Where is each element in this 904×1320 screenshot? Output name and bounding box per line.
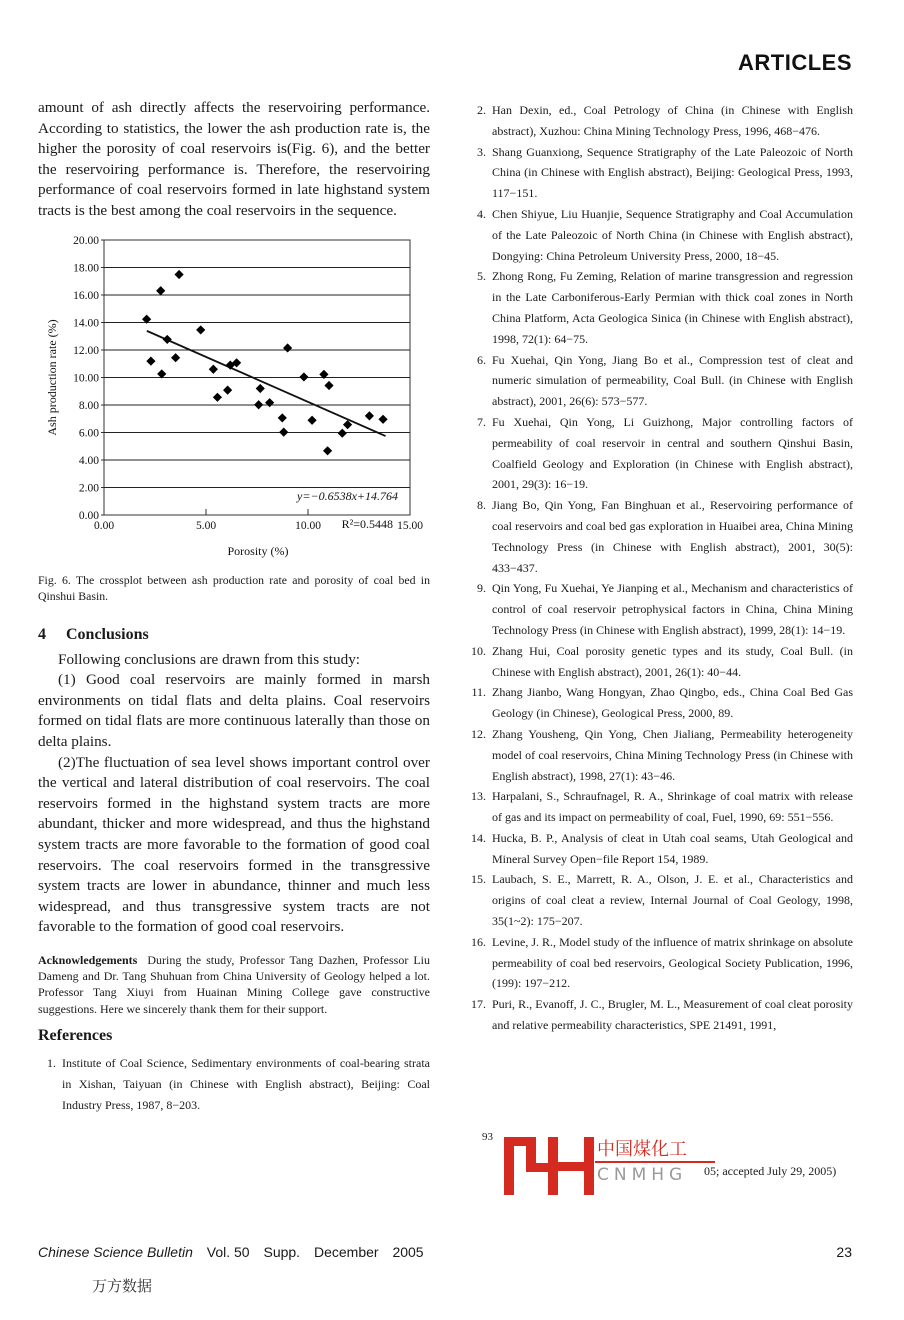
y-tick-label: 4.00 <box>78 454 99 467</box>
reference-item <box>468 495 853 578</box>
reference-text: Shang Guanxiong, Sequence Stratigraphy of the Late Paleozoic of North China (in Chinese with English abstract), Beijing: Geological Press, 1993, 117−151. <box>492 144 853 201</box>
data-point <box>256 383 265 392</box>
journal-supp: Supp. <box>263 1244 301 1260</box>
page-number: 23 <box>836 1244 852 1260</box>
data-point <box>307 415 316 424</box>
cnmhg-logo-icon <box>504 1137 596 1195</box>
scatter-plot <box>38 232 430 562</box>
acknowledgements <box>38 952 430 1017</box>
x-tick-label: 15.00 <box>397 519 423 532</box>
reference-text: Laubach, S. E., Marrett, R. A., Olson, J. E. et al., Characteristics and origins of coal cleat a review, Internal Journal of Coal Geology, 1998, 35(1~2): 175−207. <box>492 872 853 929</box>
reference-number: 3. <box>477 144 486 159</box>
conclusion-paragraph: (1) Good coal reservoirs are mainly formed in marsh environments on tidal flats and delta plains. Coal reservoirs formed on tidal flats are more continuous laterally than those on delta plains. <box>38 671 430 750</box>
reference-text: Harpalani, S., Schraufnagel, R. A., Shrinkage of coal matrix with release of gas and its impact on permeability of coal, Fuel, 1990, 69: 551−556. <box>492 789 853 825</box>
data-point <box>174 269 183 278</box>
reference-number: 10. <box>471 643 486 658</box>
journal-month: December <box>313 1244 379 1260</box>
conclusion-paragraph: Following conclusions are drawn from this study: <box>58 650 361 668</box>
reference-text: Han Dexin, ed., Coal Petrology of China (in Chinese with English abstract), Xuzhou: China Mining Technology Press, 1996, 468−476. <box>492 103 853 138</box>
x-tick-label: 10.00 <box>295 519 321 532</box>
reference-item <box>468 932 853 994</box>
reference-number: 17. <box>471 997 486 1012</box>
reference-text: Zhang Yousheng, Qin Yong, Chen Jialiang, Permeability heterogeneity model of coal reservoirs, China Mining Technology Press (in Chinese with English abstract), 1998, 27(1): 43−46. <box>492 726 853 783</box>
reference-number: 13. <box>471 789 486 804</box>
journal-year: 2005 <box>392 1244 424 1260</box>
figure-caption: Fig. 6. The crossplot between ash production rate and porosity of coal bed in Qinshui Basin. <box>38 572 430 603</box>
y-axis-label: Ash production rate (%) <box>45 318 59 436</box>
data-point <box>278 413 287 422</box>
reference-text: Fu Xuehai, Qin Yong, Jiang Bo et al., Compression test of cleat and numeric simulation of permeability, Coal Bull. (in Chinese with English abstract), 2001, 26(6): 573−577. <box>492 352 853 409</box>
section-number: 4 <box>38 625 46 643</box>
reference-item <box>468 266 853 349</box>
data-point <box>299 372 308 381</box>
data-point <box>378 414 387 423</box>
right-column <box>468 100 853 1036</box>
reference-item <box>468 142 853 204</box>
trend-line <box>147 330 386 435</box>
reference-text: Jiang Bo, Qin Yong, Fan Binghuan et al., Reservoiring performance of coal reservoirs and coal bed gas exploration in Huaibei area, China Mining Technology Press (in Chinese with English abstract), 2001, 30(5): 433−437. <box>492 498 853 575</box>
watermark-logo <box>482 1127 862 1197</box>
acknowledgements-label: Acknowledgements <box>38 952 138 967</box>
figure-6-chart <box>38 232 430 562</box>
reference-text: Levine, J. R., Model study of the influence of matrix shrinkage on absolute permeability of coal bed reservoirs, Geological Society Publication, 1996, (199): 197−212. <box>492 934 853 991</box>
left-column <box>38 98 430 1115</box>
data-point <box>338 428 347 437</box>
reference-text: Zhang Jianbo, Wang Hongyan, Zhao Qingbo, eds., China Coal Bed Gas Geology (in Chinese), Geological Press, 2000, 89. <box>492 685 853 721</box>
reference-item <box>468 578 853 640</box>
reference-number: 12. <box>471 726 486 741</box>
reference-text: Fu Xuehai, Qin Yong, Li Guizhong, Major controlling factors of permeability of coal reservoir in central and southern Qinshui Basin, Coalfield Geology and Exploration (in Chinese with English abstract), 2001, 29(3): 16−19. <box>492 414 853 492</box>
logo-chinese-text: 中国煤化工 <box>597 1139 687 1160</box>
data-point <box>163 334 172 343</box>
data-point <box>196 325 205 334</box>
x-tick-label: 5.00 <box>195 519 217 532</box>
reference-item <box>468 204 853 266</box>
data-point <box>171 353 180 362</box>
conclusion-paragraph: (2)The fluctuation of sea level shows important control over the vertical and lateral distribution of coal reservoirs. The coal reservoirs formed in the highstand system tracts are more abundant, thicker and more widespread, and thus the highstand system tracts are more favorable to the formation of good coal reservoirs. The coal reservoirs formed in the transgressive system tracts are lower in abundance, thinner and much less widespread, and thus transgressive system tracts are not favorable to the formation of good coal reservoirs. <box>38 753 430 936</box>
y-tick-label: 6.00 <box>78 427 99 440</box>
reference-number: 6. <box>477 352 486 367</box>
reference-item <box>468 869 853 931</box>
data-point <box>223 385 232 394</box>
data-point <box>146 356 155 365</box>
regression-equation: y=−0.6538x+14.764 <box>297 488 398 503</box>
journal-info <box>38 1244 424 1260</box>
reference-text: Zhang Hui, Coal porosity genetic types and its study, Coal Bull. (in Chinese with English abstract), 2001, 26(1): 40−44. <box>492 643 853 679</box>
reference-text: Institute of Coal Science, Sedimentary environments of coal-bearing strata in Xishan, Taiyuan (in Chinese with English abstract), Beijing: Coal Industry Press, 1987, 8−203. <box>62 1056 430 1112</box>
reference-number: 14. <box>471 830 486 845</box>
y-tick-label: 18.00 <box>73 262 99 275</box>
data-point <box>323 446 332 455</box>
x-tick-label: 0.00 <box>93 519 115 532</box>
reference-list <box>468 100 853 1036</box>
data-point <box>265 398 274 407</box>
reference-item <box>468 786 853 828</box>
reference-number: 5. <box>477 269 486 284</box>
y-tick-label: 0.00 <box>78 509 99 522</box>
reference-number: 8. <box>477 498 486 513</box>
logo-divider <box>595 1161 715 1163</box>
section-label: ARTICLES <box>738 50 852 75</box>
y-tick-label: 10.00 <box>73 372 99 385</box>
reference-item <box>468 641 853 683</box>
reference-text: Chen Shiyue, Liu Huanjie, Sequence Stratigraphy and Coal Accumulation of the Late Paleozoic of North China (in Chinese with English abstract), Dongying: China Petroleum University Press, 2000, 18−45. <box>492 206 853 263</box>
data-point <box>283 343 292 352</box>
data-point <box>279 427 288 436</box>
y-tick-label: 20.00 <box>73 234 99 247</box>
reference-number: 9. <box>477 581 486 596</box>
page-footer <box>38 1244 852 1260</box>
reference-item <box>468 828 853 870</box>
data-point <box>254 400 263 409</box>
reference-number: 7. <box>477 414 486 429</box>
reference-number: 1. <box>47 1056 56 1071</box>
data-point <box>156 286 165 295</box>
intro-paragraph: amount of ash directly affects the reservoiring performance. According to statistics, the lower the ash production rate is, the higher the porosity of coal reservoirs is(Fig. 6), and the better the reservoiring performance is. Therefore, the reservoiring performance of coal reservoirs formed in late highstand system tracts is the best among the coal reservoirs in the sequence. <box>38 99 430 219</box>
logo-english-text: CNMHG <box>597 1165 688 1185</box>
reference-number: 15. <box>471 872 486 887</box>
reference-item <box>468 412 853 495</box>
data-point <box>365 411 374 420</box>
reference-item <box>468 350 853 412</box>
y-tick-label: 2.00 <box>78 482 99 495</box>
conclusions-heading <box>38 626 430 644</box>
reference-text: Qin Yong, Fu Xuehai, Ye Jianping et al., Mechanism and characteristics of control of coal reservoir petrophysical factors in China, China Mining Technology Press (in Chinese with English abstract), 1999, 28(1): 14−19. <box>492 581 853 637</box>
data-point <box>213 392 222 401</box>
reference-text: Puri, R., Evanoff, J. C., Brugler, M. L., Measurement of coal cleat porosity and relative permeability characteristics, SPE 21491, 1991, <box>492 997 853 1033</box>
reference-item <box>468 724 853 786</box>
page-fragment: 93 <box>482 1131 493 1143</box>
section-title: Conclusions <box>66 625 149 643</box>
received-fragment: 05; accepted July 29, 2005) <box>704 1164 837 1178</box>
reference-number: 2. <box>477 103 486 117</box>
reference-text: Hucka, B. P., Analysis of cleat in Utah coal seams, Utah Geological and Mineral Survey Open−file Report 154, 1989. <box>492 830 853 866</box>
reference-text: Zhong Rong, Fu Zeming, Relation of marine transgression and regression in the Late Carboniferous-Early Permian with thick coal zones in North China Platform, Acta Geologica Sinica (in Chinese with English abstract), 1998, 72(1): 64−75. <box>492 269 853 346</box>
data-point <box>209 364 218 373</box>
journal-volume: Vol. 50 <box>206 1244 250 1260</box>
y-tick-label: 8.00 <box>78 399 99 412</box>
reference-item <box>38 1053 430 1115</box>
data-point <box>324 380 333 389</box>
reference-number: 4. <box>477 206 486 221</box>
r-squared-label: R²=0.5448 <box>341 516 393 531</box>
reference-item <box>468 100 853 142</box>
x-axis-label: Porosity (%) <box>227 543 289 558</box>
journal-name: Chinese Science Bulletin <box>38 1244 193 1260</box>
y-tick-label: 14.00 <box>73 317 99 330</box>
y-tick-label: 12.00 <box>73 344 99 357</box>
wanfang-watermark: 万方数据 <box>92 1277 153 1295</box>
reference-item <box>468 994 853 1036</box>
reference-item <box>468 682 853 724</box>
reference-number: 16. <box>471 934 486 949</box>
reference-number: 11. <box>471 685 486 700</box>
references-heading: References <box>38 1027 113 1045</box>
acknowledgements-text: During the study, Professor Tang Dazhen, Professor Liu Dameng and Dr. Tang Shuhuan from China University of Geology helped a lot. Professor Tang Xiuyi from Huainan Mining College gave constructive suggestions. Here we sincerely thank them for their support. <box>38 952 431 1016</box>
y-tick-label: 16.00 <box>73 289 99 302</box>
